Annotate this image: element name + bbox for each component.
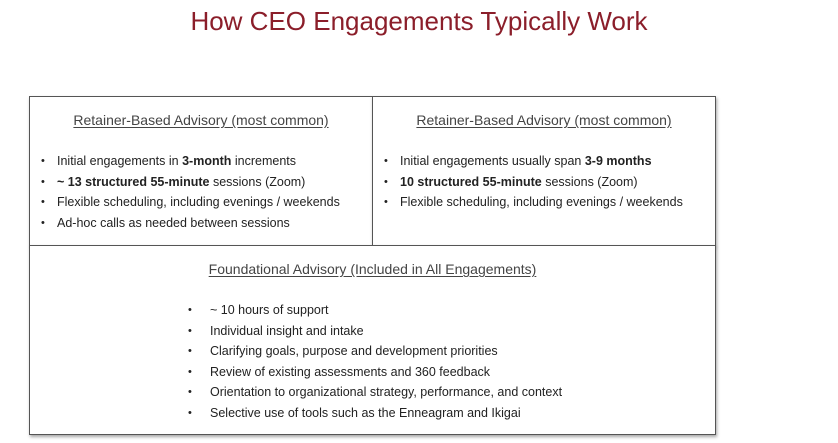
retainer-advisory-box-left xyxy=(29,96,373,246)
list-item: • Review of existing assessments and 360 feedback xyxy=(210,362,562,383)
foundational-advisory-box xyxy=(29,245,716,435)
list-item: • Initial engagements in 3-month increments xyxy=(57,151,340,172)
bullet-list xyxy=(400,151,683,213)
list-item: • Clarifying goals, purpose and development priorities xyxy=(210,341,562,362)
bullet-list xyxy=(210,300,562,423)
list-item: • Initial engagements usually span 3-9 months xyxy=(400,151,683,172)
bullet-list xyxy=(57,151,340,233)
retainer-advisory-box-right xyxy=(372,96,716,246)
list-item: • Individual insight and intake xyxy=(210,321,562,342)
list-item: • Orientation to organizational strategy, performance, and context xyxy=(210,382,562,403)
list-item: • Flexible scheduling, including evenings / weekends xyxy=(57,192,340,213)
box-heading: Retainer-Based Advisory (most common) xyxy=(416,112,672,128)
list-item: • Selective use of tools such as the Enneagram and Ikigai xyxy=(210,403,562,424)
list-item: • Flexible scheduling, including evenings / weekends xyxy=(400,192,683,213)
box-heading: Foundational Advisory (Included in All Engagements) xyxy=(208,261,537,277)
box-heading: Retainer-Based Advisory (most common) xyxy=(73,112,329,128)
list-item: • ~ 13 structured 55-minute sessions (Zoom) xyxy=(57,172,340,193)
list-item: • ~ 10 hours of support xyxy=(210,300,562,321)
list-item: • 10 structured 55-minute sessions (Zoom) xyxy=(400,172,683,193)
list-item: • Ad-hoc calls as needed between sessions xyxy=(57,213,340,234)
page-title: How CEO Engagements Typically Work xyxy=(190,6,648,36)
